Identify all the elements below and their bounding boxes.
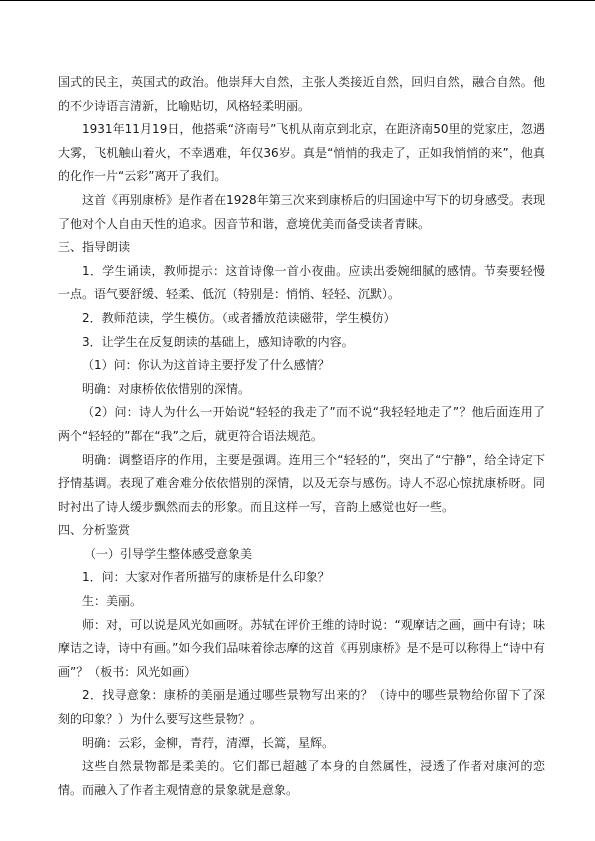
document-body	[58, 71, 545, 802]
paragraph-find-imagery: 2．找寻意象：康桥的美丽是通过哪些景物写出来的？（诗中的哪些景物给你留下了深刻的印象？）为什么要写这些景物？。	[58, 688, 545, 727]
paragraph-question-2: （2）问：诗人为什么一开始说“轻轻的我走了”而不说“我轻轻地走了”？他后面连用了两个“轻轻的”都在“我”之后，就更符合语法规范。	[58, 405, 545, 443]
paragraph-answer-2: 明确：调整语序的作用，主要是强调。连用三个“轻轻的”，突出了“宁静”，给全诗定下抒情基调。表现了难舍难分依依惜别的深情，以及无奈与感伤。诗人不忍心惊扰康桥呀。同时衬出了诗人缓步飘然而去的形象。而且这样一写，音韵上感觉也好一些。	[58, 452, 545, 514]
paragraph-imagery-conclusion: 这些自然景物都是柔美的。它们都已超越了本身的自然属性，浸透了作者对康河的恋情。而融入了作者主观情意的景象就是意象。	[58, 759, 545, 797]
paragraph-poem-background: 这首《再别康桥》是作者在1928年第三次来到康桥后的归国途中写下的切身感受。表现了他对个人自由天性的追求。因音节和谐，意境优美而备受读者青睐。	[58, 192, 545, 231]
top-rule	[0, 0, 595, 1]
section-heading-appreciation: 四、分析鉴赏	[58, 523, 131, 538]
paragraph-student-answer: 生：美丽。	[82, 594, 143, 609]
paragraph-imagery-answer: 明确：云彩，金柳，青荇，清潭，长篙，星辉。	[82, 735, 335, 750]
paragraph-reading-step-1: 1．学生诵读，教师提示：这首诗像一首小夜曲。应读出委婉细腻的感情。节奏要轻慢一点。语气要舒缓、轻柔、低沉（特别是：悄悄、轻轻、沉默）。	[58, 263, 545, 302]
paragraph-intro-tail: 国式的民主，英国式的政治。他崇拜大自然，主张人类接近自然，回归自然，融合自然。他的不少诗语言清新，比喻贴切，风格轻柔明丽。	[58, 75, 545, 113]
paragraph-question-impression: 1．问：大家对作者所描写的康桥是什么印象？	[82, 570, 330, 585]
paragraph-plane-crash: 1931年11月19日，他搭乘“济南号”飞机从南京到北京，在距济南50里的党家庄，忽遇大雾，飞机触山着火，不幸遇难，年仅36岁。真是“悄悄的我走了，正如我悄悄的来”，他真的化作一片“云彩”离开了我们。	[58, 122, 545, 184]
paragraph-reading-step-3: 3．让学生在反复朗读的基础上，感知诗歌的内容。	[82, 334, 354, 349]
subsection-heading-imagery: （一）引导学生整体感受意象美	[84, 546, 253, 561]
paragraph-question-1: （1）问：你认为这首诗主要抒发了什么感情？	[82, 358, 330, 373]
paragraph-answer-1: 明确：对康桥依依惜别的深情。	[82, 381, 251, 396]
paragraph-reading-step-2: 2．教师范读，学生模仿。（或者播放范读磁带，学生模仿）	[82, 310, 396, 325]
section-heading-reading: 三、指导朗读	[58, 240, 131, 255]
paragraph-teacher-comment: 师：对，可以说是风光如画呀。苏轼在评价王维的诗时说：“观摩诘之画，画中有诗；味摩诘之诗，诗中有画。”如今我们品味着徐志摩的这首《再别康桥》是不是可以称得上“诗中有画”？（板书：风光如画）	[58, 617, 545, 679]
